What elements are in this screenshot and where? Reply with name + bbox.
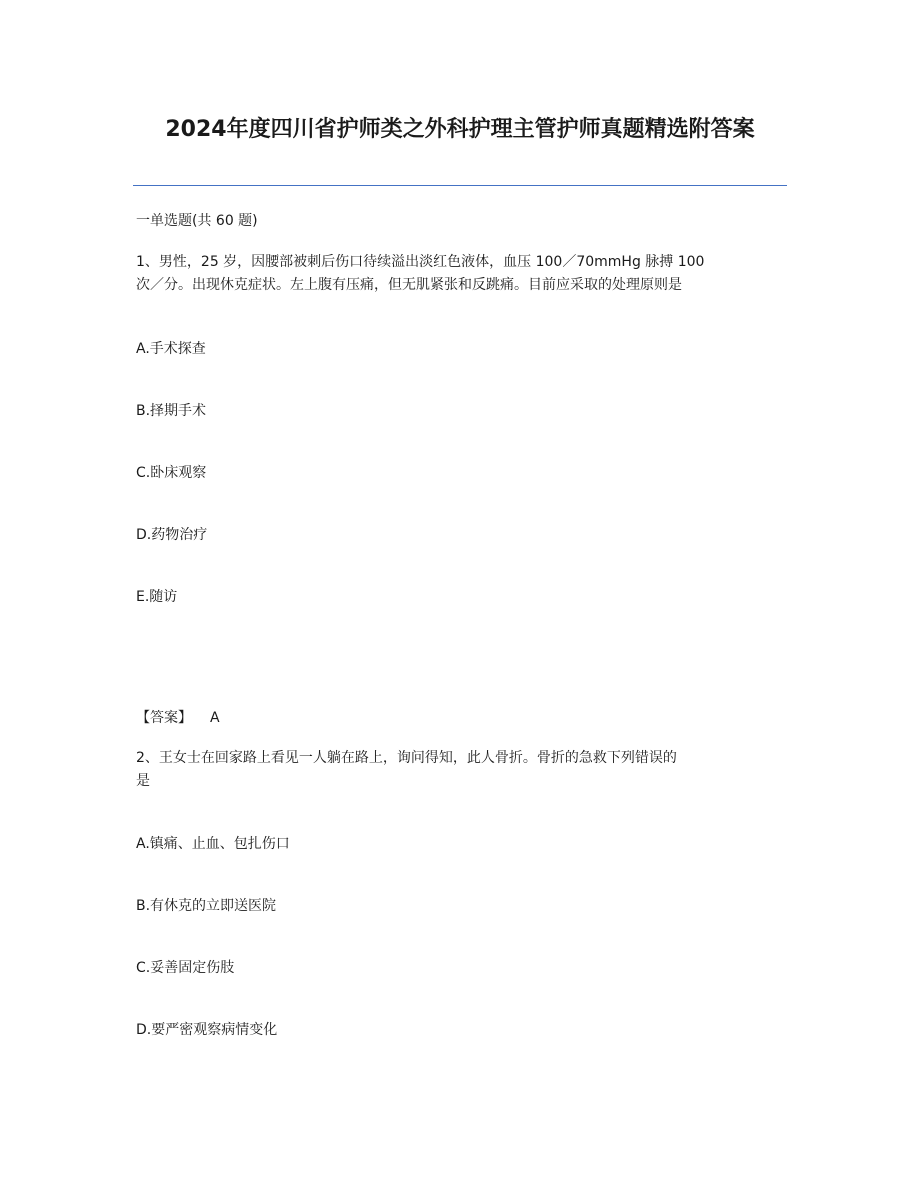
page-title: 2024年度四川省护师类之外科护理主管护师真题精选附答案 (165, 117, 755, 142)
question-1-answer (136, 706, 220, 730)
question-1-option-b: B.择期手术 (136, 403, 207, 419)
question-1-stem-line-2: 次／分。出现休克症状。左上腹有压痛，但无肌紧张和反跳痛。目前应采取的处理原则是 (136, 277, 682, 293)
answer-label: 【答案】 (136, 710, 192, 726)
title-divider (133, 185, 787, 186)
question-2-stem-line-1: 2、王女士在回家路上看见一人躺在路上，询问得知，此人骨折。骨折的急救下列错误的 (136, 750, 677, 766)
question-1-stem-line-1: 1、男性，25 岁，因腰部被刺后伤口待续溢出淡红色液体，血压 100／70mmHg 脉搏 100 (136, 254, 705, 270)
question-2-option-c: C.妥善固定伤肢 (136, 960, 235, 976)
question-1-option-c: C.卧床观察 (136, 465, 207, 481)
answer-value: A (210, 710, 220, 726)
question-1-option-a: A.手术探查 (136, 341, 206, 357)
question-2-option-a: A.镇痛、止血、包扎伤口 (136, 836, 290, 852)
question-1-option-d: D.药物治疗 (136, 527, 208, 543)
question-1-option-e: E.随访 (136, 589, 178, 605)
question-2-option-b: B.有休克的立即送医院 (136, 898, 277, 914)
question-2-stem-line-2: 是 (136, 773, 150, 789)
question-2-option-d: D.要严密观察病情变化 (136, 1022, 278, 1038)
section-heading: 一单选题(共 60 题) (136, 213, 258, 229)
